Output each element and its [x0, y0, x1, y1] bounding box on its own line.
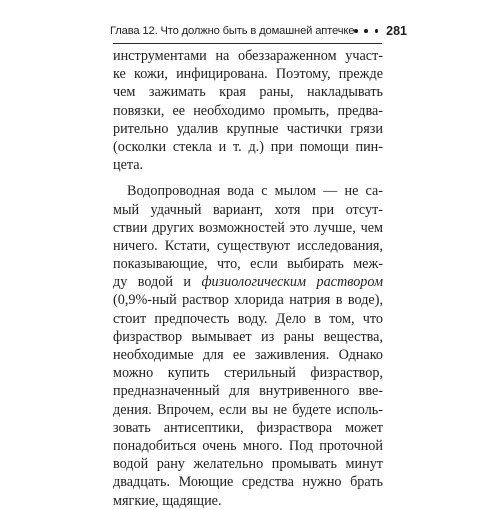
text-line: понадобиться очень много. Под проточной — [113, 437, 383, 454]
text-line: можно купить стерильный физраствор, — [113, 365, 383, 382]
paragraph-1 — [113, 47, 383, 174]
paragraph-gap — [113, 174, 383, 182]
text-line: ствии других возможностей это лучше, чем — [113, 219, 383, 236]
page-number: 281 — [386, 24, 407, 38]
dot-icon — [354, 29, 358, 33]
paragraph-2 — [113, 182, 383, 509]
text-line: чем зажимать края раны, накладывать — [113, 84, 383, 101]
text-line: ке кожи, инфицирована. Поэтому, прежде — [113, 66, 383, 83]
page-body — [113, 47, 383, 510]
text-line: инструментами на обеззараженном участ- — [113, 48, 383, 64]
dot-icon — [364, 29, 368, 33]
text-line: Водопроводная вода с мылом — не са- — [127, 183, 383, 200]
text-line-mixed — [113, 273, 383, 291]
text-line: физраствор вымывает из раны вещества, — [113, 328, 383, 345]
text-line: показывающие, что, если выбирать меж- — [113, 256, 383, 273]
text-line: (осколки стекла и т. д.) при помощи пин- — [113, 138, 383, 155]
text-line: стоит предпочесть воду. Дело в том, что — [113, 310, 383, 327]
italic-term: физиологическим раствором — [201, 274, 383, 291]
header-right — [354, 24, 407, 38]
text-line: двадцать. Моющие средства нужно брать — [113, 474, 383, 491]
header-rule — [113, 43, 382, 44]
text-line: мый удачный вариант, хотя при отсут- — [113, 201, 383, 218]
text-line: дения. Впрочем, если вы не будете исполь- — [113, 401, 383, 418]
text-line: необходимые для ее заживления. Однако — [113, 347, 383, 363]
text-line: (0,9%-ный раствор хлорида натрия в воде), — [113, 292, 383, 309]
text-line: повязки, ее необходимо промыть, предва- — [113, 102, 383, 119]
running-header — [110, 24, 407, 38]
text-run: ду водой и — [113, 274, 202, 291]
dot-icon — [375, 29, 379, 33]
text-line: ничего. Кстати, существуют исследования, — [113, 237, 383, 254]
text-line: водой рану желательно промывать минут — [113, 456, 383, 473]
text-line: рительно удалив крупные частички грязи — [113, 120, 383, 137]
text-line: цета. — [113, 157, 144, 174]
text-line: предназначенный для внутривенного вве- — [113, 383, 383, 400]
text-line: мягкие, щадящие. — [113, 492, 222, 509]
dots-ornament-icon — [354, 29, 378, 33]
chapter-title: Глава 12. Что должно быть в домашней аптечке — [110, 25, 355, 37]
text-line: зовать антисептики, физраствора может — [113, 419, 383, 436]
